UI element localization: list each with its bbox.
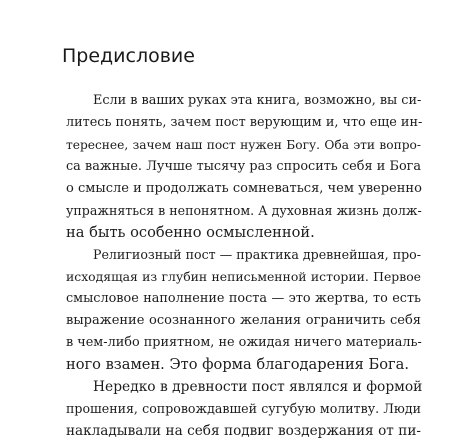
text-line: тереснее, зачем наш пост нужен Богу. Оба эти вопро- (66, 138, 421, 152)
text-line: накладывали на себя подвиг воздержания от пи- (66, 423, 421, 439)
text-line: ного взамен. Это форма благодарения Бога. (66, 356, 410, 373)
text-line: на быть особенно осмысленной. (66, 224, 315, 241)
text-line: прошения, сопровождавшей сугубую молитву. Люди (66, 401, 421, 416)
text-line: Религиозный пост — практика древнейшая, про- (93, 247, 421, 262)
text-line: выражение осознанного желания ограничить себя (66, 313, 421, 328)
text-line: в чем-либо приятном, не ожидая ничего материаль- (66, 335, 422, 350)
text-line: смысловое наполнение поста — это жертва, то есть (66, 291, 421, 306)
text-line: Нередко в древности пост являлся и формой (93, 379, 423, 395)
text-line: упражняться в непонятном. А духовная жизнь долж- (66, 203, 422, 218)
text-line: Если в ваших руках эта книга, возможно, вы си- (93, 93, 422, 108)
text-line: о смысле и продолжать сомневаться, чем уверенно (66, 181, 422, 196)
text-line: са важные. Лучше тысячу раз спросить себя и Бога (66, 159, 421, 174)
chapter-heading: Предисловие (62, 45, 195, 67)
text-line: исходящая из глубин неписьменной истории. Первое (66, 269, 421, 284)
text-line: литесь понять, зачем пост верующим и, что еще ин- (66, 115, 423, 130)
